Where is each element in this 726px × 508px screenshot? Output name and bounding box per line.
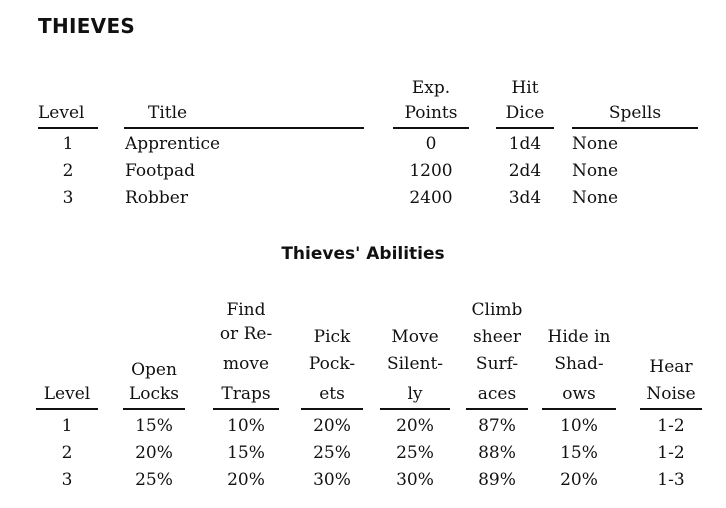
table-cell: 89% <box>478 470 516 490</box>
table-cell: 25% <box>396 443 434 463</box>
table-cell: 20% <box>396 416 434 436</box>
ability-header-move-silently: ly <box>407 384 423 404</box>
table-cell: 1 <box>62 134 74 154</box>
ability-header-climb: aces <box>477 384 517 404</box>
ability-header-find-traps: Traps <box>221 384 271 404</box>
table-cell: 3 <box>61 470 73 490</box>
table-cell: 20% <box>135 443 173 463</box>
table-cell: Footpad <box>125 161 196 181</box>
table-cell: 30% <box>313 470 351 490</box>
rule-level <box>38 127 98 129</box>
header-hit-dice-line2: Dice <box>505 103 545 123</box>
rule-ability-level <box>36 408 98 410</box>
ability-header-hide: Shad- <box>554 354 604 374</box>
header-exp-points-line2: Points <box>404 103 458 123</box>
table-cell: Apprentice <box>125 134 221 154</box>
table-cell: 2 <box>61 443 73 463</box>
table-cell: 10% <box>227 416 265 436</box>
table-cell: 2 <box>62 161 74 181</box>
table-cell: None <box>572 134 619 154</box>
ability-header-find-traps: Find <box>226 300 266 320</box>
rule-hit-dice <box>496 127 554 129</box>
table-cell: 10% <box>560 416 598 436</box>
table-cell: 20% <box>227 470 265 490</box>
rule-hear-noise <box>640 408 702 410</box>
rule-move-silently <box>380 408 450 410</box>
ability-header-climb: Surf- <box>475 354 519 374</box>
rule-spells <box>572 127 698 129</box>
table-cell: 15% <box>135 416 173 436</box>
header-spells: Spells <box>608 103 662 123</box>
ability-header-level: Level <box>43 384 91 404</box>
table-cell: 20% <box>313 416 351 436</box>
rule-exp-points <box>393 127 469 129</box>
ability-header-climb: sheer <box>473 327 521 347</box>
ability-header-pick-pockets: ets <box>319 384 345 404</box>
table-cell: 20% <box>560 470 598 490</box>
table-cell: 88% <box>478 443 516 463</box>
table-cell: 1 <box>61 416 73 436</box>
rule-find-traps <box>213 408 279 410</box>
table-cell: 1-2 <box>657 416 685 436</box>
ability-header-open-locks: Open <box>131 360 177 380</box>
ability-header-climb: Climb <box>471 300 523 320</box>
rule-title <box>124 127 364 129</box>
ability-header-find-traps: or Re- <box>219 324 273 344</box>
table-cell: 3d4 <box>508 188 542 208</box>
ability-header-hide: ows <box>562 384 596 404</box>
table-cell: 15% <box>560 443 598 463</box>
header-level: Level <box>38 103 85 123</box>
table-cell: 0 <box>425 134 437 154</box>
ability-header-open-locks: Locks <box>128 384 180 404</box>
table-cell: None <box>572 188 619 208</box>
table-cell: 30% <box>396 470 434 490</box>
page-title: THIEVES <box>38 14 136 38</box>
rule-open-locks <box>123 408 185 410</box>
table-cell: None <box>572 161 619 181</box>
rule-pick-pockets <box>301 408 363 410</box>
ability-header-hear-noise: Hear <box>649 357 693 377</box>
abilities-title: Thieves' Abilities <box>281 244 445 264</box>
table-cell: 2d4 <box>508 161 542 181</box>
rule-hide <box>542 408 616 410</box>
header-exp-points-line1: Exp. <box>411 78 451 98</box>
table-cell: 87% <box>478 416 516 436</box>
ability-header-hear-noise: Noise <box>646 384 696 404</box>
table-cell: 15% <box>227 443 265 463</box>
header-title: Title <box>148 103 188 123</box>
table-cell: 25% <box>313 443 351 463</box>
table-cell: 1-3 <box>657 470 685 490</box>
ability-header-move-silently: Move <box>391 327 439 347</box>
table-cell: 2400 <box>409 188 453 208</box>
table-cell: 25% <box>135 470 173 490</box>
ability-header-pick-pockets: Pick <box>313 327 351 347</box>
table-cell: 1200 <box>409 161 453 181</box>
ability-header-hide: Hide in <box>547 327 611 347</box>
rule-climb <box>466 408 528 410</box>
ability-header-find-traps: move <box>222 354 270 374</box>
header-hit-dice-line1: Hit <box>511 78 539 98</box>
ability-header-pick-pockets: Pock- <box>308 354 356 374</box>
table-cell: Robber <box>125 188 188 208</box>
table-cell: 1-2 <box>657 443 685 463</box>
table-cell: 1d4 <box>508 134 542 154</box>
ability-header-move-silently: Silent- <box>386 354 444 374</box>
table-cell: 3 <box>62 188 74 208</box>
